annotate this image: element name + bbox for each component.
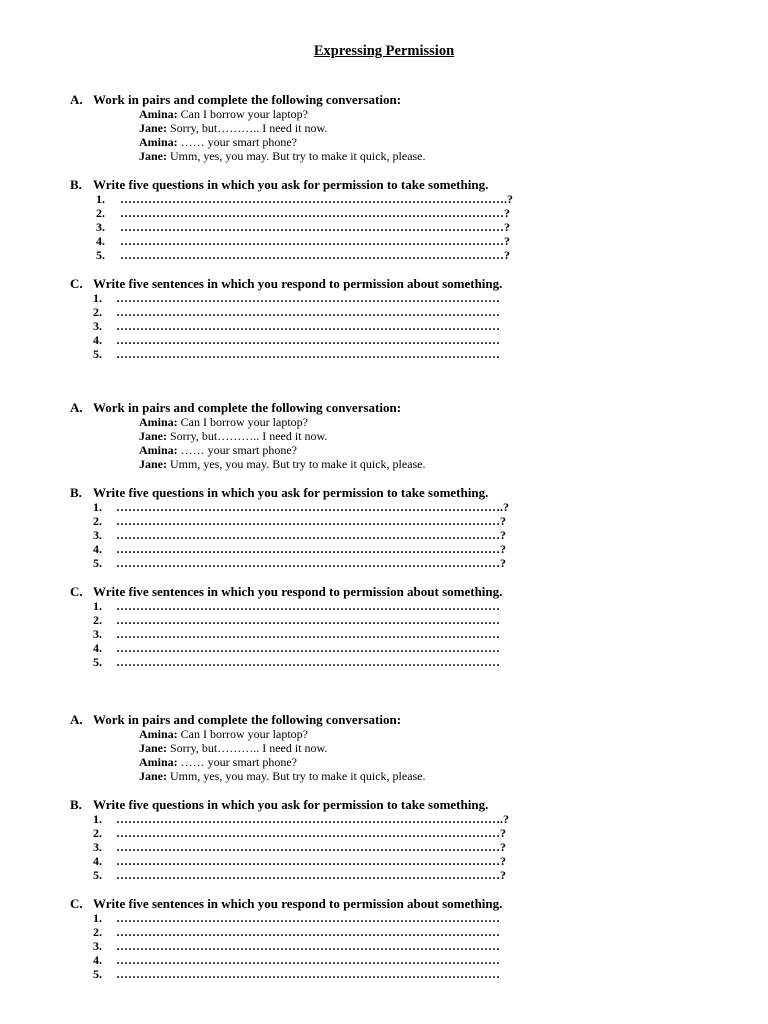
- dialogue-text: Can I borrow your laptop?: [180, 415, 308, 429]
- item-number: 2.: [93, 305, 102, 319]
- section-c: [0, 276, 768, 361]
- dialogue-line: [0, 755, 768, 769]
- item-blank-line: ……………………………………………………………………………………: [116, 911, 500, 925]
- section-header: [0, 712, 768, 727]
- item-blank-line: ……………………………………………………………………………………?: [116, 868, 506, 882]
- speaker-name: Jane:: [139, 769, 167, 783]
- section-heading: Work in pairs and complete the following conversation:: [93, 92, 402, 107]
- dialogue-text: Umm, yes, you may. But try to make it quick, please.: [170, 149, 426, 163]
- exercise-set: [0, 712, 768, 981]
- item-number: 1.: [96, 192, 105, 206]
- item-number: 1.: [93, 911, 102, 925]
- item-blank-line: …………………………………………………………………………………….?: [116, 500, 509, 514]
- speaker-name: Amina:: [139, 443, 178, 457]
- dialogue-line: [0, 429, 768, 443]
- dialogue-text: Can I borrow your laptop?: [180, 727, 308, 741]
- section-letter: B.: [70, 797, 82, 812]
- dialogue-text: …… your smart phone?: [180, 755, 297, 769]
- item-number: 3.: [93, 627, 102, 641]
- section-header: [0, 92, 768, 107]
- dialogue-text: …… your smart phone?: [180, 135, 297, 149]
- item-blank-line: ……………………………………………………………………………………: [116, 599, 500, 613]
- speaker-name: Jane:: [139, 457, 167, 471]
- item-blank-line: ……………………………………………………………………………………?: [120, 234, 510, 248]
- dialogue-text: …… your smart phone?: [180, 443, 297, 457]
- speaker-name: Amina:: [139, 107, 178, 121]
- list-item: [0, 599, 768, 613]
- section-header: [0, 797, 768, 812]
- section-header: [0, 177, 768, 192]
- list-item: [0, 347, 768, 361]
- item-blank-line: ……………………………………………………………………………………: [116, 655, 500, 669]
- item-number: 1.: [93, 291, 102, 305]
- section-header: [0, 400, 768, 415]
- list-item: [0, 305, 768, 319]
- dialogue-line: [0, 107, 768, 121]
- item-number: 3.: [93, 840, 102, 854]
- item-number: 4.: [93, 854, 102, 868]
- item-blank-line: ……………………………………………………………………………………?: [116, 528, 506, 542]
- section-heading: Write five sentences in which you respond to permission about something.: [93, 584, 503, 599]
- section-heading: Write five questions in which you ask for permission to take something.: [93, 177, 489, 192]
- list-item: [0, 840, 768, 854]
- list-item: [0, 291, 768, 305]
- dialogue-line: [0, 443, 768, 457]
- list-item: [0, 911, 768, 925]
- item-number: 4.: [93, 333, 102, 347]
- section-heading: Write five sentences in which you respond to permission about something.: [93, 896, 503, 911]
- list-item: [0, 967, 768, 981]
- dialogue-line: [0, 457, 768, 471]
- speaker-name: Amina:: [139, 755, 178, 769]
- item-number: 1.: [93, 599, 102, 613]
- speaker-name: Jane:: [139, 121, 167, 135]
- item-number: 1.: [93, 500, 102, 514]
- item-number: 2.: [93, 925, 102, 939]
- item-number: 1.: [93, 812, 102, 826]
- speaker-name: Jane:: [139, 741, 167, 755]
- speaker-name: Amina:: [139, 135, 178, 149]
- section-letter: C.: [70, 584, 83, 599]
- dialogue-text: Can I borrow your laptop?: [180, 107, 308, 121]
- item-blank-line: ……………………………………………………………………………………: [116, 613, 500, 627]
- list-item: [0, 655, 768, 669]
- item-number: 2.: [93, 613, 102, 627]
- item-blank-line: ……………………………………………………………………………………?: [116, 556, 506, 570]
- item-blank-line: ……………………………………………………………………………………: [116, 641, 500, 655]
- list-item: [0, 192, 768, 206]
- item-blank-line: ……………………………………………………………………………………?: [116, 826, 506, 840]
- item-number: 2.: [93, 826, 102, 840]
- item-number: 4.: [93, 953, 102, 967]
- list-item: [0, 854, 768, 868]
- list-item: [0, 542, 768, 556]
- section-heading: Work in pairs and complete the following conversation:: [93, 712, 402, 727]
- item-blank-line: ……………………………………………………………………………………?: [116, 854, 506, 868]
- section-a: [0, 400, 768, 471]
- item-blank-line: ……………………………………………………………………………………: [116, 347, 500, 361]
- page-title: Expressing Permission: [313, 43, 455, 59]
- item-blank-line: ……………………………………………………………………………………: [116, 319, 500, 333]
- section-header: [0, 485, 768, 500]
- section-b: [0, 797, 768, 882]
- section-letter: A.: [70, 400, 83, 415]
- item-number: 2.: [93, 514, 102, 528]
- section-heading: Write five questions in which you ask for permission to take something.: [93, 797, 489, 812]
- dialogue-line: [0, 769, 768, 783]
- item-number: 5.: [93, 556, 102, 570]
- dialogue-line: [0, 741, 768, 755]
- list-item: [0, 528, 768, 542]
- list-item: [0, 206, 768, 220]
- item-number: 5.: [93, 655, 102, 669]
- item-number: 5.: [93, 347, 102, 361]
- dialogue-line: [0, 415, 768, 429]
- section-letter: A.: [70, 712, 83, 727]
- item-blank-line: ……………………………………………………………………………………: [116, 953, 500, 967]
- dialogue-text: Sorry, but……….. I need it now.: [170, 121, 328, 135]
- item-blank-line: ……………………………………………………………………………………: [116, 939, 500, 953]
- speaker-name: Amina:: [139, 727, 178, 741]
- section-b: [0, 177, 768, 262]
- dialogue-text: Umm, yes, you may. But try to make it quick, please.: [170, 769, 426, 783]
- dialogue-line: [0, 121, 768, 135]
- section-header: [0, 584, 768, 599]
- item-blank-line: ……………………………………………………………………………………?: [120, 220, 510, 234]
- list-item: [0, 826, 768, 840]
- list-item: [0, 319, 768, 333]
- list-item: [0, 641, 768, 655]
- item-number: 4.: [93, 641, 102, 655]
- list-item: [0, 627, 768, 641]
- item-blank-line: ……………………………………………………………………………………?: [120, 206, 510, 220]
- list-item: [0, 220, 768, 234]
- list-item: [0, 248, 768, 262]
- item-number: 5.: [96, 248, 105, 262]
- item-blank-line: ……………………………………………………………………………………: [116, 627, 500, 641]
- item-number: 2.: [96, 206, 105, 220]
- item-number: 5.: [93, 967, 102, 981]
- item-blank-line: ……………………………………………………………………………………?: [116, 542, 506, 556]
- list-item: [0, 234, 768, 248]
- list-item: [0, 939, 768, 953]
- exercise-set: [0, 400, 768, 669]
- exercise-set: [0, 92, 768, 361]
- item-blank-line: ……………………………………………………………………………………: [116, 291, 500, 305]
- section-a: [0, 92, 768, 163]
- section-letter: B.: [70, 485, 82, 500]
- dialogue-text: Sorry, but……….. I need it now.: [170, 429, 328, 443]
- section-header: [0, 276, 768, 291]
- item-blank-line: …………………………………………………………………………………….?: [120, 192, 513, 206]
- list-item: [0, 333, 768, 347]
- list-item: [0, 868, 768, 882]
- section-heading: Write five questions in which you ask for permission to take something.: [93, 485, 489, 500]
- item-blank-line: …………………………………………………………………………………….?: [116, 812, 509, 826]
- dialogue-text: Umm, yes, you may. But try to make it quick, please.: [170, 457, 426, 471]
- section-heading: Write five sentences in which you respond to permission about something.: [93, 276, 503, 291]
- section-b: [0, 485, 768, 570]
- speaker-name: Jane:: [139, 429, 167, 443]
- speaker-name: Jane:: [139, 149, 167, 163]
- section-header: [0, 896, 768, 911]
- section-a: [0, 712, 768, 783]
- section-heading: Work in pairs and complete the following conversation:: [93, 400, 402, 415]
- dialogue-text: Sorry, but……….. I need it now.: [170, 741, 328, 755]
- list-item: [0, 613, 768, 627]
- item-blank-line: ……………………………………………………………………………………?: [116, 840, 506, 854]
- speaker-name: Amina:: [139, 415, 178, 429]
- list-item: [0, 500, 768, 514]
- dialogue-line: [0, 135, 768, 149]
- item-number: 3.: [93, 939, 102, 953]
- dialogue-line: [0, 149, 768, 163]
- item-number: 3.: [93, 319, 102, 333]
- item-blank-line: ……………………………………………………………………………………: [116, 305, 500, 319]
- item-blank-line: ……………………………………………………………………………………: [116, 333, 500, 347]
- item-blank-line: ……………………………………………………………………………………?: [120, 248, 510, 262]
- section-letter: A.: [70, 92, 83, 107]
- item-number: 4.: [93, 542, 102, 556]
- item-number: 3.: [96, 220, 105, 234]
- list-item: [0, 953, 768, 967]
- item-number: 4.: [96, 234, 105, 248]
- section-letter: C.: [70, 896, 83, 911]
- item-blank-line: ……………………………………………………………………………………: [116, 967, 500, 981]
- list-item: [0, 514, 768, 528]
- item-blank-line: ……………………………………………………………………………………?: [116, 514, 506, 528]
- section-letter: C.: [70, 276, 83, 291]
- item-number: 3.: [93, 528, 102, 542]
- section-c: [0, 584, 768, 669]
- item-number: 5.: [93, 868, 102, 882]
- list-item: [0, 812, 768, 826]
- section-letter: B.: [70, 177, 82, 192]
- list-item: [0, 556, 768, 570]
- item-blank-line: ……………………………………………………………………………………: [116, 925, 500, 939]
- list-item: [0, 925, 768, 939]
- dialogue-line: [0, 727, 768, 741]
- section-c: [0, 896, 768, 981]
